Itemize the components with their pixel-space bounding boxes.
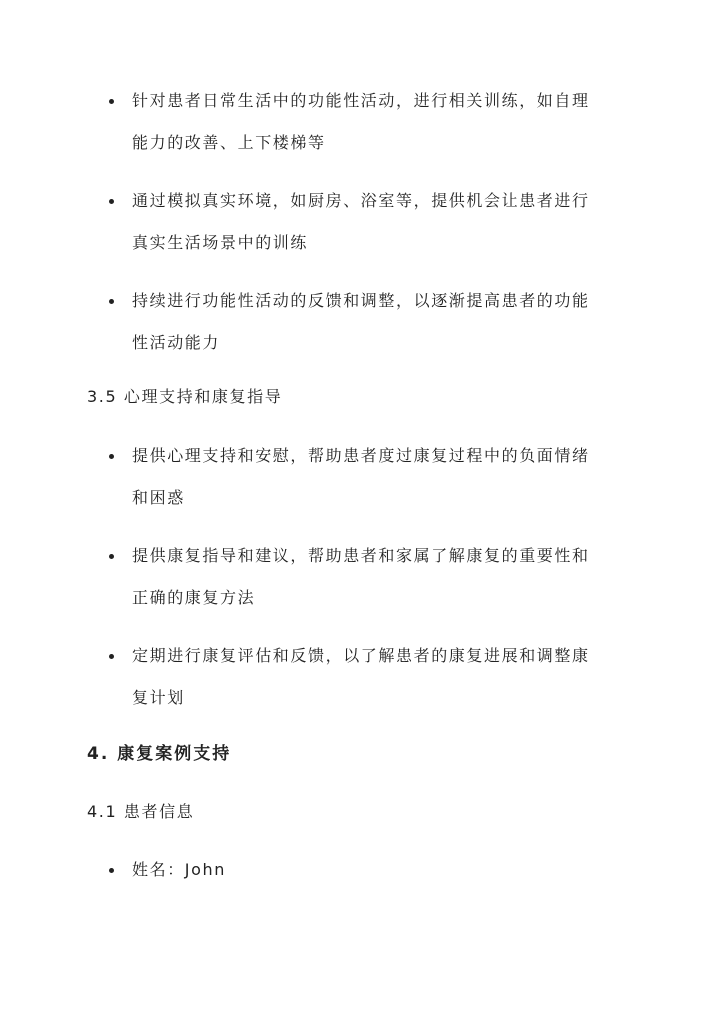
list-item-text-continued: 正确的康复方法 — [132, 588, 256, 607]
list-item-text: 定期进行康复评估和反馈，以了解患者的康复进展和调整康 — [132, 646, 590, 665]
list-item-text-continued: 真实生活场景中的训练 — [132, 233, 309, 252]
list-item-text: 持续进行功能性活动的反馈和调整，以逐渐提高患者的功能 — [132, 291, 590, 310]
bullet-dot — [109, 99, 114, 104]
list-item-text: 通过模拟真实环境，如厨房、浴室等，提供机会让患者进行 — [132, 191, 590, 210]
section-heading-4-1: 4.1 患者信息 — [87, 802, 195, 821]
list-item-text: 提供康复指导和建议，帮助患者和家属了解康复的重要性和 — [132, 546, 590, 565]
bullet-dot — [109, 868, 114, 873]
list-item-text-continued: 能力的改善、上下楼梯等 — [132, 133, 326, 152]
bullet-dot — [109, 199, 114, 204]
list-item-text-continued: 性活动能力 — [132, 333, 221, 352]
list-item-text-continued: 复计划 — [132, 688, 185, 707]
list-item-text: 针对患者日常生活中的功能性活动，进行相关训练，如自理 — [132, 91, 590, 110]
bullet-dot — [109, 299, 114, 304]
list-item-text: 提供心理支持和安慰，帮助患者度过康复过程中的负面情绪 — [132, 446, 590, 465]
list-item-text: 姓名：John — [132, 860, 226, 879]
bullet-dot — [109, 454, 114, 459]
bullet-dot — [109, 554, 114, 559]
bullet-dot — [109, 654, 114, 659]
section-heading-4: 4. 康复案例支持 — [87, 744, 232, 764]
list-item-text-continued: 和困惑 — [132, 488, 185, 507]
section-heading-3-5: 3.5 心理支持和康复指导 — [87, 387, 283, 406]
